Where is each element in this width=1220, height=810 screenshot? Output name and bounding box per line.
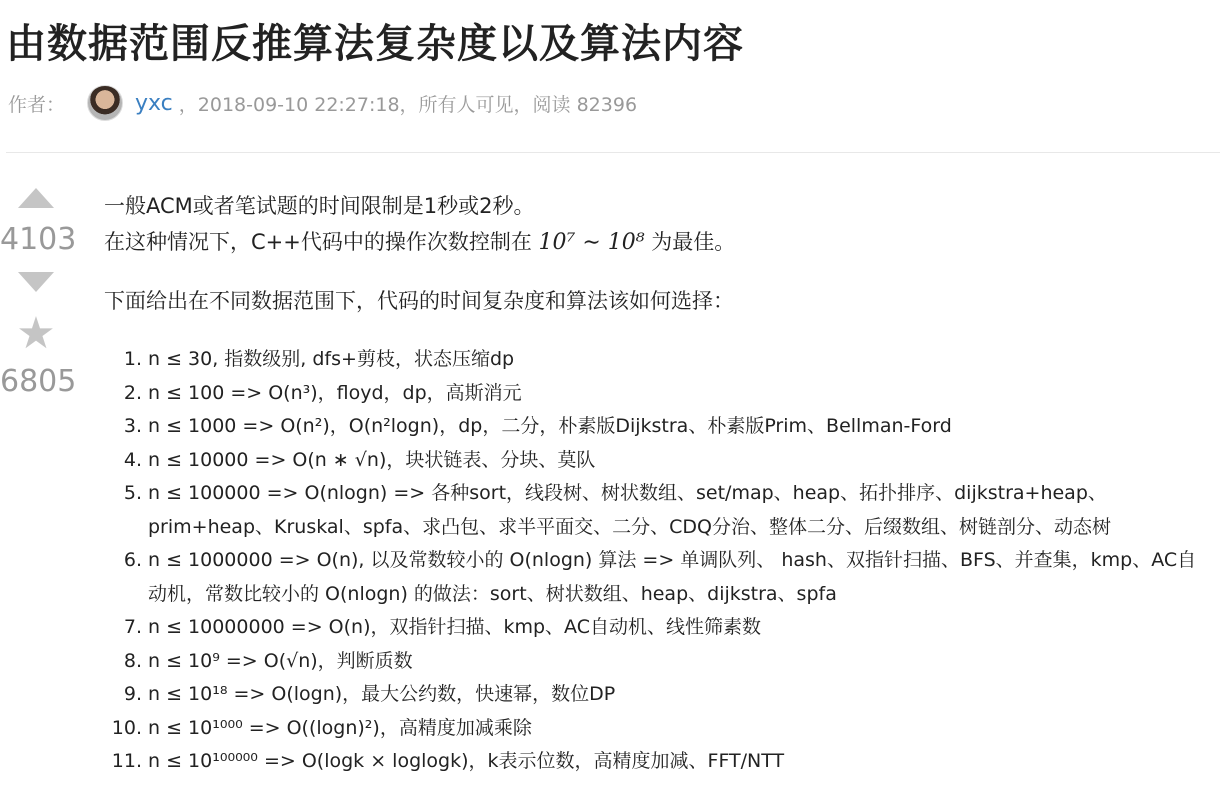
- vote-count: 4103: [0, 222, 77, 257]
- list-item: [104, 477, 1204, 544]
- list-item-number: 1.: [123, 348, 142, 370]
- arrow-down-icon[interactable]: [18, 272, 54, 292]
- list-item-text: n ≤ 100000 => O(nlogn) => 各种sort，线段树、树状数组、set/map、heap、拓扑排序、dijkstra+heap、prim+heap、Kruskal、spfa、求凸包、求半平面交、二分、CDQ分治、整体二分、后缀数组、树链剖分、动态树: [148, 482, 1111, 538]
- meta-details: ，2018-09-10 22:27:18，所有人可见，阅读 82396: [178, 93, 638, 116]
- list-item: [104, 343, 1204, 377]
- list-item: [104, 645, 1204, 679]
- star-icon[interactable]: ★: [16, 308, 56, 359]
- list-item-text: n ≤ 30, 指数级别, dfs+剪枝，状态压缩dp: [148, 348, 515, 370]
- intro-line-2-math: 10⁷ ∼ 10⁸: [538, 230, 645, 255]
- author-label: 作者：: [8, 93, 66, 116]
- list-item-number: 8.: [123, 649, 142, 672]
- intro-line-1: 一般ACM或者笔试题的时间限制是1秒或2秒。: [104, 194, 535, 218]
- list-item: [104, 377, 1204, 411]
- list-item-text: n ≤ 10¹⁰⁰⁰⁰⁰ => O(logk × loglogk)，k表示位数，高精度加减、FFT/NTT: [148, 750, 785, 772]
- list-item: [104, 745, 1204, 779]
- list-item: [104, 410, 1204, 444]
- divider: [6, 152, 1220, 153]
- article-title: 由数据范围反推算法复杂度以及算法内容: [6, 21, 744, 67]
- list-item-text: n ≤ 10000 => O(n ∗ √n)，块状链表、分块、莫队: [148, 448, 596, 471]
- spacer: [104, 261, 1204, 283]
- avatar[interactable]: [87, 85, 123, 121]
- list-item: [104, 712, 1204, 746]
- complexity-list: [104, 343, 1204, 779]
- list-item: [104, 544, 1204, 611]
- list-item-text: n ≤ 10¹⁰⁰⁰ => O((logn)²)，高精度加减乘除: [148, 716, 532, 739]
- list-item-number: 2.: [123, 381, 142, 404]
- list-item-text: n ≤ 100 => O(n³)，floyd，dp，高斯消元: [148, 381, 522, 404]
- list-item-text: n ≤ 1000 => O(n²)，O(n²logn)，dp，二分，朴素版Dijkstra、朴素版Prim、Bellman-Ford: [148, 415, 952, 437]
- list-item-text: n ≤ 10000000 => O(n)，双指针扫描、kmp、AC自动机、线性筛素数: [148, 616, 761, 638]
- intro-line-2-post: 为最佳。: [644, 230, 736, 254]
- intro-line-2: [104, 224, 1204, 261]
- list-item-number: 11.: [111, 750, 142, 772]
- list-item-text: n ≤ 10⁹ => O(√n)，判断质数: [148, 649, 413, 672]
- list-item: [104, 678, 1204, 712]
- list-item: [104, 611, 1204, 645]
- list-item-number: 6.: [123, 549, 142, 571]
- list-item-text: n ≤ 10¹⁸ => O(logn)，最大公约数，快速幂，数位DP: [148, 683, 616, 705]
- list-item-number: 3.: [123, 415, 142, 437]
- list-item-number: 4.: [123, 448, 142, 471]
- list-item-number: 10.: [111, 716, 142, 739]
- vote-panel: [0, 188, 77, 400]
- intro-line-3: 下面给出在不同数据范围下，代码的时间复杂度和算法该如何选择：: [104, 289, 734, 313]
- article-meta: [8, 86, 637, 120]
- article-content: [104, 188, 1204, 779]
- list-item-number: 7.: [123, 616, 142, 638]
- list-item: [104, 444, 1204, 478]
- author-link[interactable]: yxc: [135, 90, 173, 116]
- list-item-number: 5.: [123, 482, 142, 504]
- intro-line-2-pre: 在这种情况下，C++代码中的操作次数控制在: [104, 230, 539, 254]
- list-item-text: n ≤ 1000000 => O(n), 以及常数较小的 O(nlogn) 算法 => 单调队列、 hash、双指针扫描、BFS、并查集，kmp、AC自动机，常数比较小的 O(nlogn) 的做法：sort、树状数组、heap、dijkstra、spfa: [148, 549, 1197, 605]
- list-item-number: 9.: [123, 683, 142, 705]
- favorite-count: 6805: [0, 364, 77, 399]
- arrow-up-icon[interactable]: [18, 188, 54, 208]
